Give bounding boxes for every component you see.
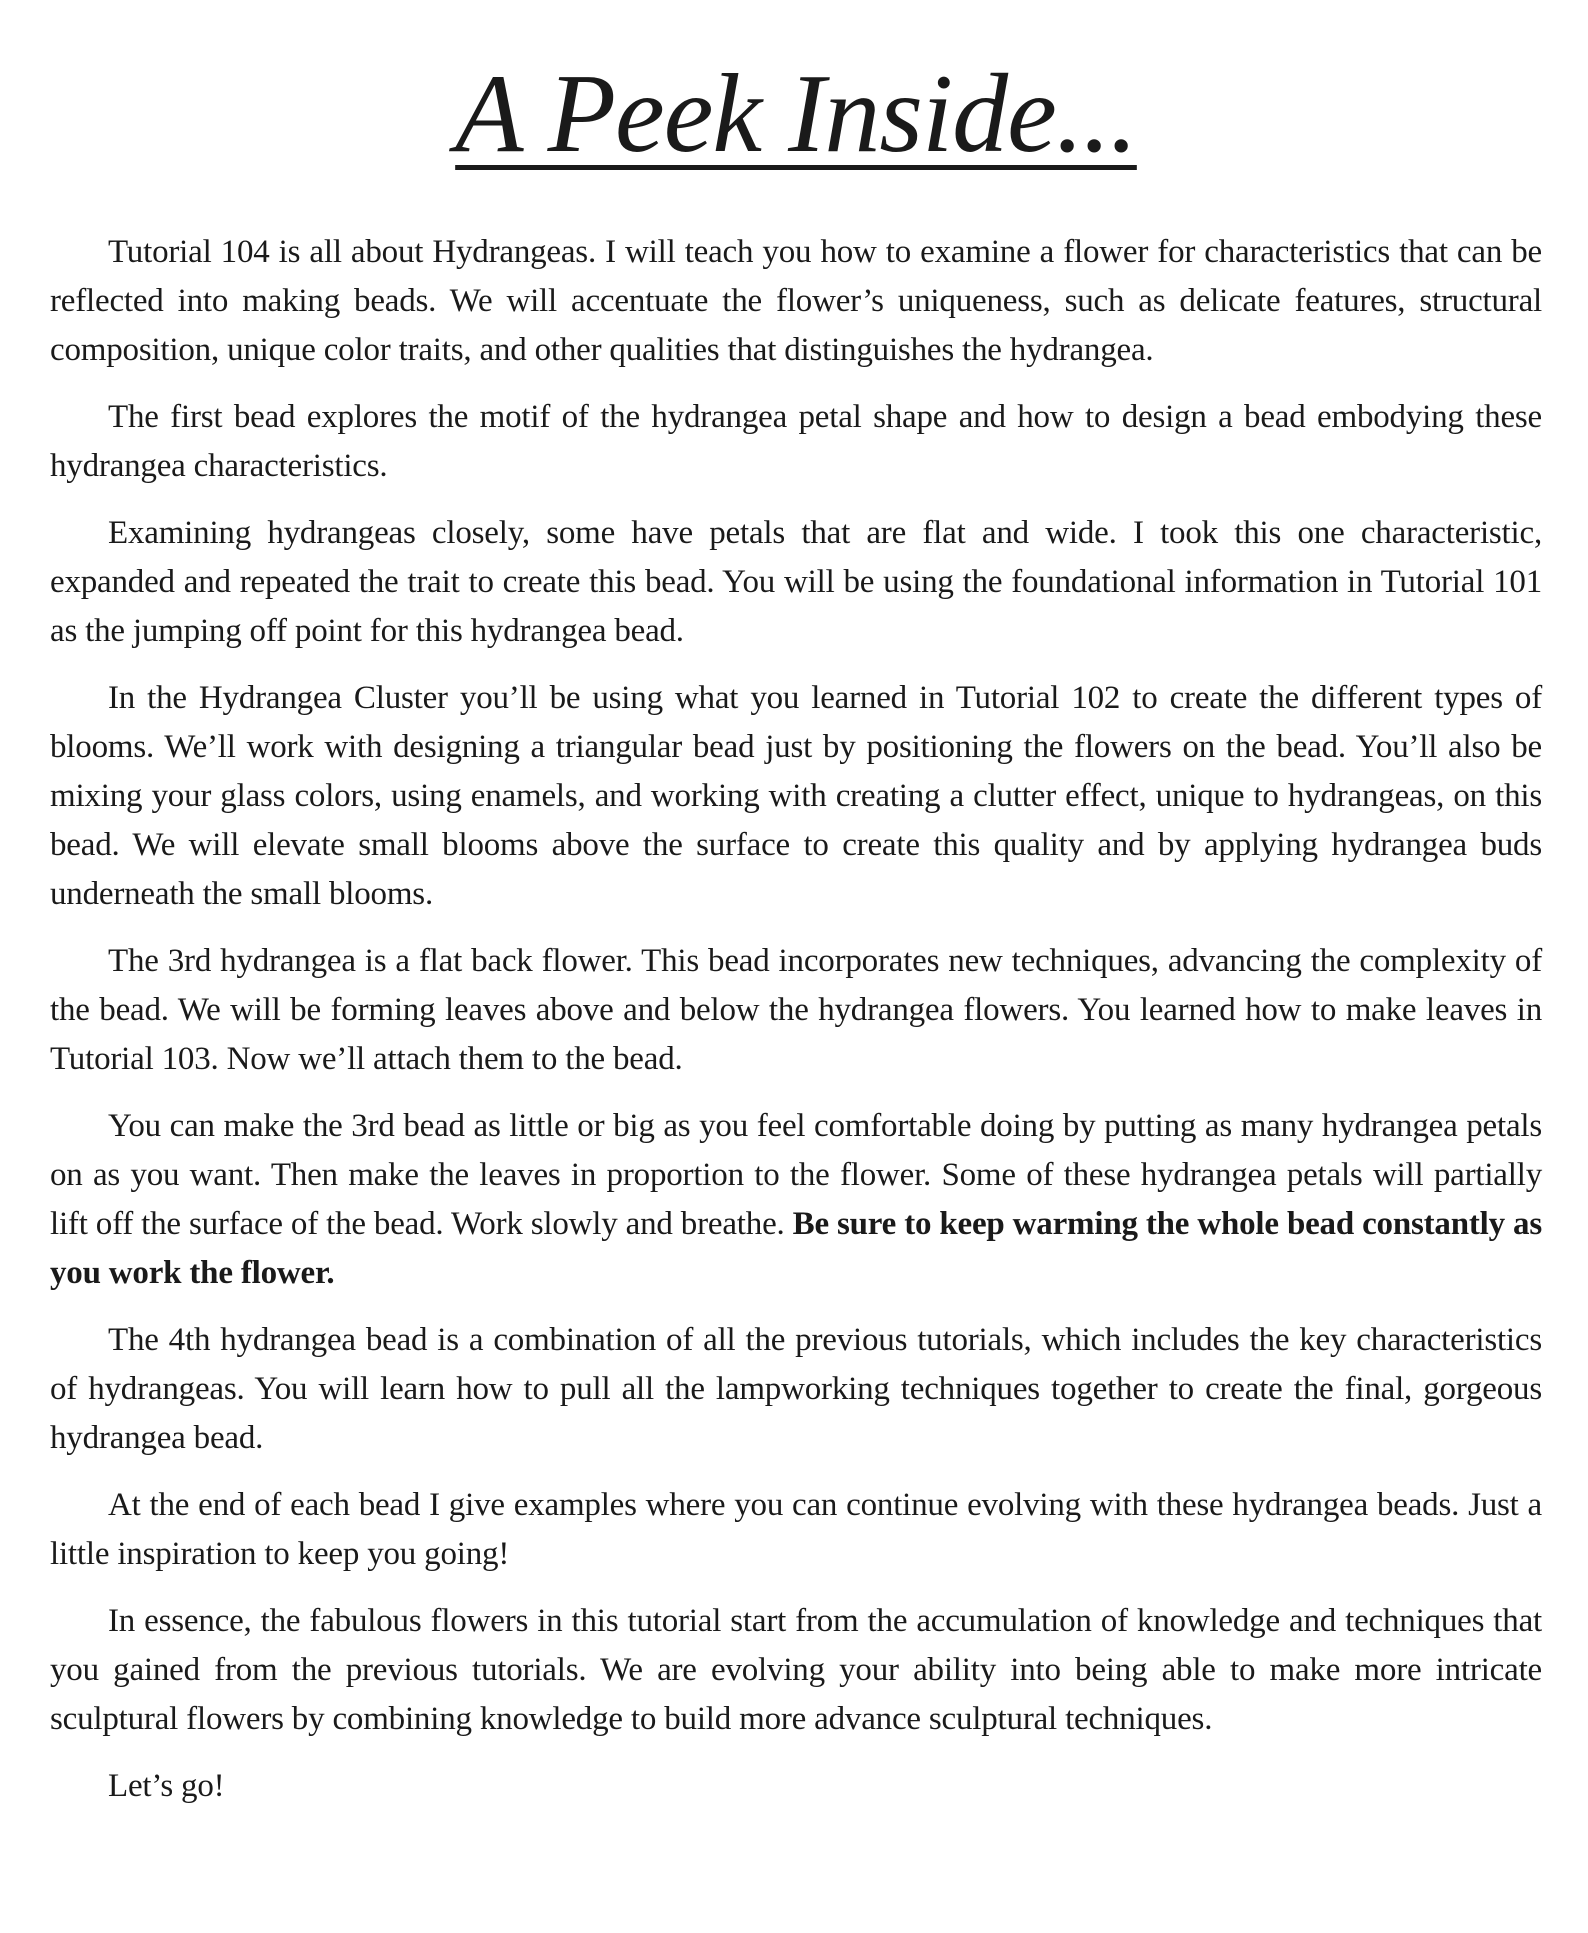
bold-warning: Be sure to keep warming the whole bead constantly as you work the flower.: [50, 1206, 1542, 1291]
paragraph-6: You can make the 3rd bead as little or big as you feel comfortable doing by putting as many hydrangea petals on as you want. Then make the leaves in proportion to the flower. Some of these hydrangea petals will partially lift off the surface of the bead. Work slowly and breathe. Be sure to keep warming the whole bead constantly as you work the flower.: [50, 1108, 1542, 1291]
paragraph-10: Let’s go!: [108, 1768, 225, 1804]
paragraph-1: Tutorial 104 is all about Hydrangeas. I will teach you how to examine a flower for characteristics that can be reflected into making beads. We will accentuate the flower’s uniqueness, such as delicate features, structural composition, unique color traits, and other qualities that distinguishes the hydrangea.: [50, 234, 1542, 368]
page-title-text: A Peek Inside...: [455, 52, 1137, 176]
paragraph-9: In essence, the fabulous flowers in this tutorial start from the accumulation of knowledge and techniques that you gained from the previous tutorials. We are evolving your ability into being able to make more intricate sculptural flowers by combining knowledge to build more advance sculptural techniques.: [50, 1603, 1542, 1737]
paragraph-2: The first bead explores the motif of the hydrangea petal shape and how to design a bead embodying these hydrangea characteristics.: [50, 399, 1542, 484]
paragraph-5: The 3rd hydrangea is a flat back flower. This bead incorporates new techniques, advancing the complexity of the bead. We will be forming leaves above and below the hydrangea flowers. You learned how to make leaves in Tutorial 103. Now we’ll attach them to the bead.: [50, 943, 1542, 1077]
page-title: [50, 44, 1542, 184]
paragraph-7: The 4th hydrangea bead is a combination of all the previous tutorials, which includes the key characteristics of hydrangeas. You will learn how to pull all the lampworking techniques together to create the final, gorgeous hydrangea bead.: [50, 1322, 1542, 1456]
document-page: [50, 0, 1542, 1829]
paragraph-3: Examining hydrangeas closely, some have petals that are flat and wide. I took this one characteristic, expanded and repeated the trait to create this bead. You will be using the foundational information in Tutorial 101 as the jumping off point for this hydrangea bead.: [50, 515, 1542, 649]
paragraph-8: At the end of each bead I give examples where you can continue evolving with these hydrangea beads. Just a little inspiration to keep you going!: [50, 1487, 1542, 1572]
paragraph-4: In the Hydrangea Cluster you’ll be using what you learned in Tutorial 102 to create the different types of blooms. We’ll work with designing a triangular bead just by positioning the flowers on the bead. You’ll also be mixing your glass colors, using enamels, and working with creating a clutter effect, unique to hydrangeas, on this bead. We will elevate small blooms above the surface to create this quality and by applying hydrangea buds underneath the small blooms.: [50, 680, 1542, 912]
body-text: [50, 228, 1542, 1811]
